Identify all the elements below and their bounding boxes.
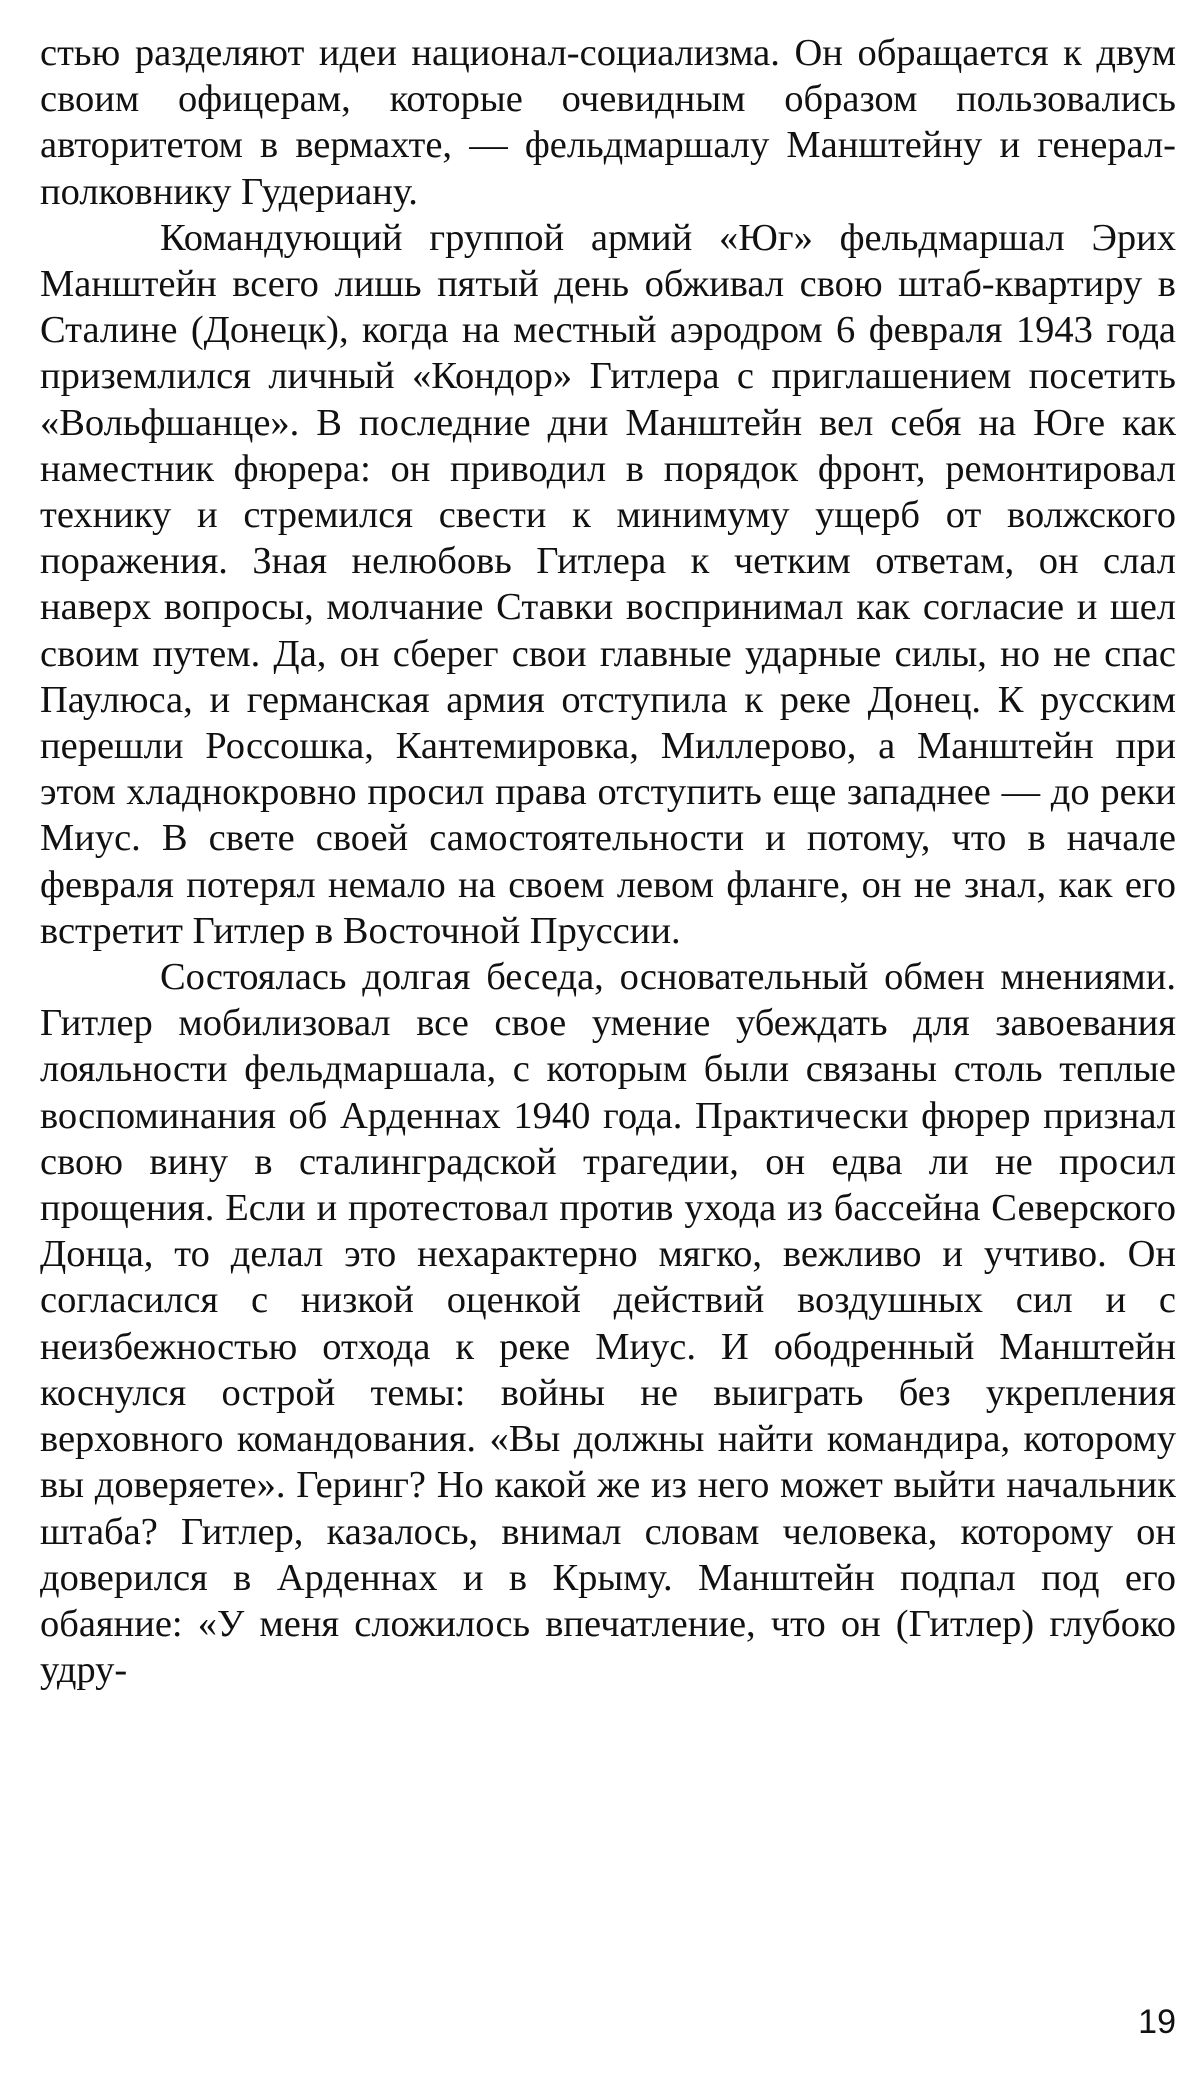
paragraph-conversation: Состоялась долгая беседа, основательный обмен мнениями. Гитлер мобилизовал все свое умение убеждать для завоевания лояльности фельдмаршала, с которым были связаны столь теплые воспоминания об Арденнах 1940 года. Практически фюрер признал свою вину в сталинградской трагедии, он едва ли не просил прощения. Если и протестовал против ухода из бассейна Северского Донца, то делал это нехарактерно мягко, вежливо и учтиво. Он согласился с низкой оценкой действий воздушных сил и с неизбежностью отхода к реке Миус. И ободренный Манштейн коснулся острой темы: войны не выиграть без укрепления верховного командования. «Вы должны найти командира, которому вы доверяете». Геринг? Но какой же из него может выйти начальник штаба? Гитлер, казалось, внимал словам человека, которому он доверился в Арденнах и в Крыму. Манштейн подпал под его обаяние: «У меня сложилось впечатление, что он (Гитлер) глубоко удру- [40, 956, 1176, 1692]
paragraph-continuation: стью разделяют идеи национал-социализма. Он обращается к двум своим офицерам, которые очевидным образом пользовались авторитетом в вермахте, — фельдмаршалу Манштейну и генерал-полковнику Гудериану. [40, 32, 1176, 213]
paragraph-manstein-headquarters: Командующий группой армий «Юг» фельдмаршал Эрих Манштейн всего лишь пятый день обживал свою штаб-квартиру в Сталине (Донецк), когда на местный аэродром 6 февраля 1943 года приземлился личный «Кондор» Гитлера с приглашением посетить «Вольфшанце». В последние дни Манштейн вел себя на Юге как наместник фюрера: он приводил в порядок фронт, ремонтировал технику и стремился свести к минимуму ущерб от волжского поражения. Зная нелюбовь Гитлера к четким ответам, он слал наверх вопросы, молчание Ставки воспринимал как согласие и шел своим путем. Да, он сберег свои главные ударные силы, но не спас Паулюса, и германская армия отступила к реке Донец. К русским перешли Россошка, Кантемировка, Миллерово, а Манштейн при этом хладнокровно просил права отступить еще западнее — до реки Миус. В свете своей самостоятельности и потому, что в начале февраля потерял немало на своем левом фланге, он не знал, как его встретит Гитлер в Восточной Пруссии. [40, 216, 1176, 952]
page-number: 19 [1138, 2003, 1176, 2041]
page-text [40, 30, 1176, 1693]
